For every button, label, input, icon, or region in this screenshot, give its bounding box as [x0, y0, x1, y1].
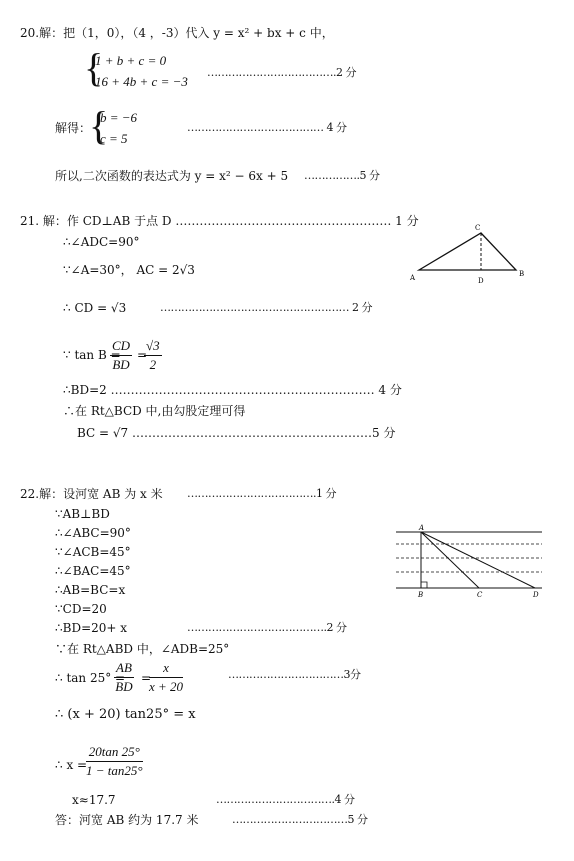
q22-frac1-num: AB	[114, 660, 134, 678]
q20-conclusion: 所以,二次函数的表达式为 y = x² − 6x + 5	[55, 169, 289, 183]
q22-score-3: ……………………………3分	[228, 668, 361, 681]
q22-step4: ∴∠BAC=45°	[55, 564, 131, 578]
q21-fig-label-c: C	[475, 224, 481, 232]
q22-step8: ∵在 Rt△ABD 中，∠ADB=25°	[55, 642, 230, 656]
q20-solve-label: 解得：	[55, 121, 92, 135]
q21-line8: BC = √7 ……………………………………………………5 分	[77, 426, 396, 440]
q21-fraction-cd-bd	[110, 338, 132, 373]
q21-fig-label-b: B	[519, 270, 525, 278]
q22-fig-label-a: A	[419, 524, 425, 532]
q22-fig-label-d: D	[533, 591, 539, 599]
q21-line7: ∴在 Rt△BCD 中,由勾股定理可得	[63, 404, 246, 418]
q22-frac1-den: BD	[115, 679, 133, 694]
q22-step6: ∵CD=20	[55, 602, 107, 616]
q22-step3: ∵∠ACB=45°	[55, 545, 131, 559]
q20-score-4: ………………………………… 4 分	[187, 121, 347, 134]
q21-triangle-figure	[405, 222, 535, 292]
q20-score-5: …………….5 分	[304, 169, 380, 182]
q22-tan-prefix: ∴ tan 25° =	[55, 671, 126, 685]
q22-fig-label-b: B	[418, 591, 424, 599]
q21-tan-prefix: ∵ tan B =	[63, 348, 121, 362]
q21-equals: =	[137, 348, 148, 362]
q21-line2: ∴∠ADC=90°	[63, 235, 140, 249]
q21-line3: ∵∠A=30°， AC = 2√3	[63, 263, 195, 277]
q20-brace-2: {	[89, 103, 109, 148]
q22-x-prefix: ∴ x =	[55, 758, 88, 772]
q22-score-4: …………………………….4 分	[216, 793, 355, 806]
q20-score-2: ……………………………….2 分	[207, 66, 356, 79]
q20-system2-eq1: b = −6	[100, 110, 138, 125]
q20-system1-eq2: 16 + 4b + c = −3	[95, 74, 188, 89]
q22-equals-1: =	[141, 671, 152, 685]
q21-frac1-num: CD	[110, 338, 132, 356]
q22-score-2: ………………………………….2 分	[187, 621, 347, 634]
q21-fraction-root3-2	[144, 338, 162, 373]
q21-frac2-num: √3	[144, 338, 162, 356]
q21-line6: ∴BD=2 ………………………………………………………… 4 分	[63, 383, 402, 397]
q21-fig-label-d: D	[478, 277, 484, 285]
q22-step9: ∴ (x + 20) tan25° = x	[55, 707, 196, 722]
q22-answer: 答：河宽 AB 约为 17.7 米	[55, 813, 199, 827]
q20-system2-eq2: c = 5	[100, 131, 128, 146]
q22-line1: 22.解：设河宽 AB 为 x 米	[20, 487, 163, 501]
q22-fraction-ab-bd	[114, 660, 134, 695]
q22-frac3-den: 1 − tan25°	[86, 763, 143, 778]
q20-line1: 20.解：把（1，0），（4 ，-3）代入 y = x² + bx + c 中，	[20, 26, 334, 40]
q22-fraction-x-solution	[86, 744, 143, 779]
q20-brace-1: {	[84, 45, 104, 90]
q22-frac3-num: 20tan 25°	[86, 744, 143, 762]
q20-system1-eq1: 1 + b + c = 0	[95, 53, 167, 68]
q22-fig-label-c: C	[477, 591, 483, 599]
q22-step5: ∴AB=BC=x	[55, 583, 126, 597]
q22-score-5: ……………………………5 分	[232, 813, 368, 826]
q21-frac1-den: BD	[112, 357, 130, 372]
q22-river-figure	[394, 524, 544, 599]
q22-step11: x≈17.7	[72, 793, 116, 807]
q21-frac2-den: 2	[149, 357, 157, 372]
q22-frac2-den: x + 20	[149, 679, 184, 694]
q21-line1: 21. 解：作 CD⊥AB 于点 D ……………………………………………… 1 分	[20, 214, 419, 228]
q22-score-1: ……………………………….1 分	[187, 487, 336, 500]
q22-frac2-num: x	[149, 660, 183, 678]
q21-score-2: ……………………………………………… 2 分	[160, 301, 372, 314]
q21-fig-label-a: A	[410, 274, 416, 282]
q22-step7: ∴BD=20+ x	[55, 621, 128, 635]
q22-step1: ∵AB⊥BD	[55, 507, 110, 521]
q22-step2: ∴∠ABC=90°	[55, 526, 131, 540]
q21-line4: ∴ CD = √3	[63, 301, 127, 315]
q22-fraction-x	[149, 660, 183, 695]
